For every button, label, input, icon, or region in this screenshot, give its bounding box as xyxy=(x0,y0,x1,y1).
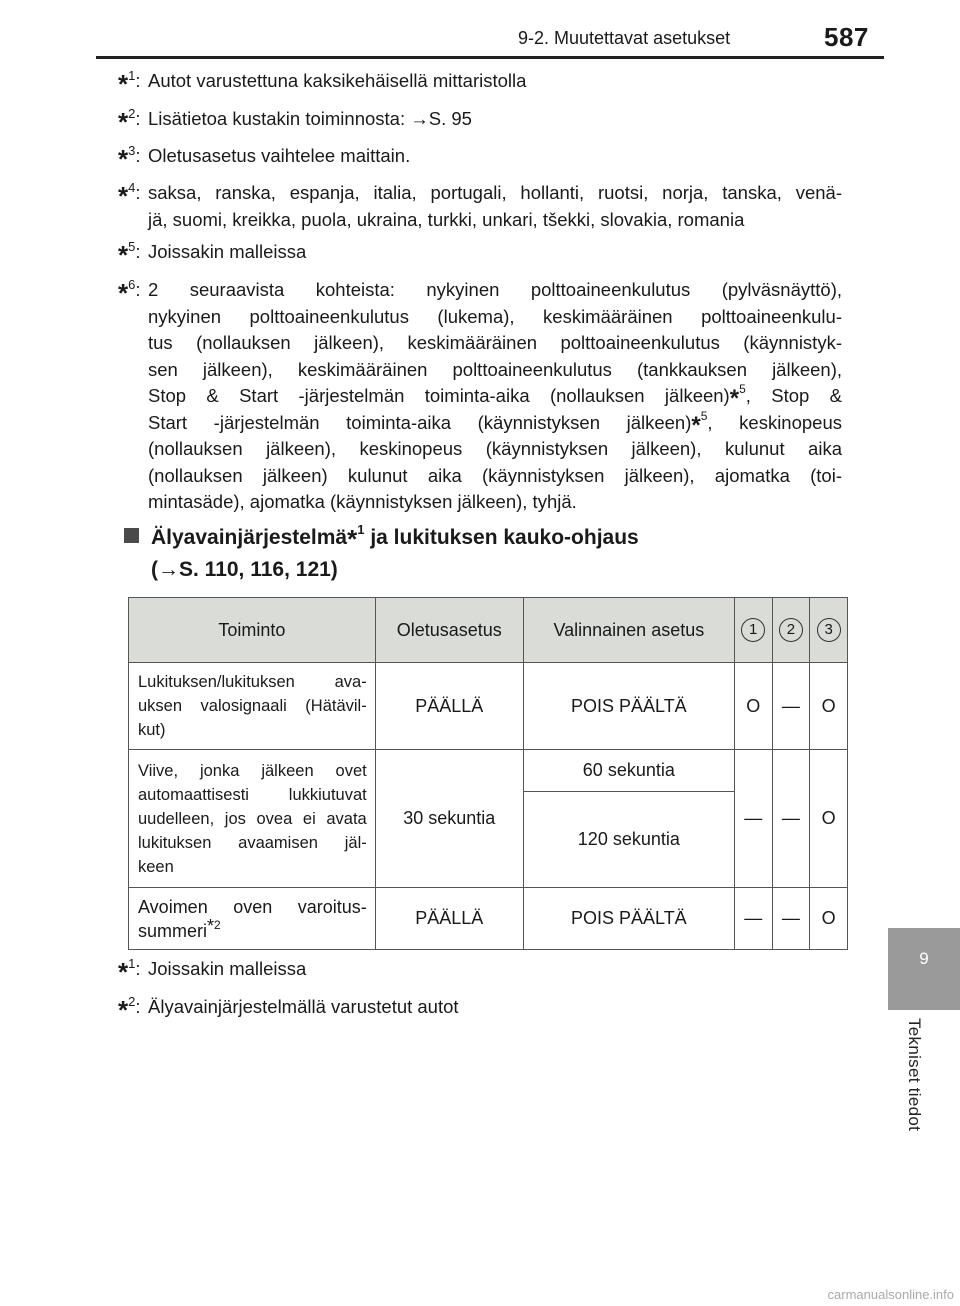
section-heading: 9-2. Muutettavat asetukset xyxy=(518,28,731,48)
header-method-3: 3 xyxy=(810,598,848,663)
footnote-2: *$^2$: Lisätietoa kustakin toiminnosta: →S. 95 xyxy=(118,106,472,137)
header-default: Oletusasetus xyxy=(375,598,523,663)
header-method-2: 2 xyxy=(772,598,810,663)
chapter-number: 9 xyxy=(919,949,929,968)
row-method-1: — xyxy=(734,888,772,950)
chapter-label: Tekniset tiedot xyxy=(905,1018,924,1132)
row-method-2: — xyxy=(772,663,810,750)
footnote-4: *$^4$: saksa, ranska, espanja, italia, portugali, hollanti, ruotsi, norja, tanska, venä- jä, suomi, kreikka, puola, ukraina, turkki, unkari, tšekki, slovakia, romania xyxy=(118,180,842,230)
page-number: 587 xyxy=(824,22,869,52)
row-method-1: — xyxy=(734,750,772,888)
section-title: Älyavainjärjestelmä*$^1$ ja lukituksen kauko-ohjaus (→S. 110, 116, 121) xyxy=(124,522,639,586)
chapter-tab[interactable] xyxy=(888,928,960,1010)
table-footnote-1: *$^1$: Joissakin malleissa xyxy=(118,956,307,987)
header-option: Valinnainen asetus xyxy=(523,598,734,663)
row-option: POIS PÄÄLTÄ xyxy=(523,888,734,950)
watermark: carmanualsonline.info xyxy=(827,1287,954,1302)
row-option: POIS PÄÄLTÄ xyxy=(523,663,734,750)
row-function: Lukituksen/lukituksen ava- uksen valosignaali (Hätävil- kut) xyxy=(129,663,376,750)
row-method-3: O xyxy=(810,663,848,750)
footnote-5: *$^5$: Joissakin malleissa xyxy=(118,239,307,270)
table-row xyxy=(129,750,848,792)
footnote-1: *$^1$: Autot varustettuna kaksikehäisellä mittaristolla xyxy=(118,68,527,99)
row-method-1: O xyxy=(734,663,772,750)
row-method-2: — xyxy=(772,888,810,950)
table-row xyxy=(129,888,848,950)
table-row xyxy=(129,663,848,750)
table-footnote-2: *$^2$: Älyavainjärjestelmällä varustetut autot xyxy=(118,994,459,1025)
row-function: Viive, jonka jälkeen ovet automaattisesti lukkiutuvat uudelleen, jos ovea ei avata lukituksen avaamisen jäl- keen xyxy=(129,750,376,888)
row-method-2: — xyxy=(772,750,810,888)
row-default: 30 sekuntia xyxy=(375,750,523,888)
footnote-3: *$^3$: Oletusasetus vaihtelee maittain. xyxy=(118,143,411,174)
settings-table xyxy=(128,597,848,950)
row-default: PÄÄLLÄ xyxy=(375,888,523,950)
header-method-1: 1 xyxy=(734,598,772,663)
footnote-6: *$^6$: 2 seuraavista kohteista: nykyinen polttoaineenkulutus (pylväsnäyttö), nykyinen polttoaineenkulutus (lukema), keskimääräinen polttoaineenkulu- tus (nollauksen jälkeen), keskimääräinen polttoaineenkulutus (käynnistyk- sen jälkeen), keskimääräinen polttoaineenkulutus (tankkauksen jälkeen), Stop & Start -järjestelmän toiminta-aika (nollauksen jälkeen)*$^5$, Stop & Start -järjestelmän toiminta-aika (käynnistyksen jälkeen)*$^5$, keskinopeus (nollauksen jälkeen), keskinopeus (käynnistyksen jälkeen), kulunut aika (nollauksen jälkeen) kulunut aika (käynnistyksen jälkeen), ajomatka (toi- mintasäde), ajomatka (käynnistyksen jälkeen), tyhjä. xyxy=(118,277,843,512)
row-default: PÄÄLLÄ xyxy=(375,663,523,750)
row-method-3: O xyxy=(810,888,848,950)
row-option: 120 sekuntia xyxy=(523,792,734,888)
header-rule xyxy=(96,56,884,59)
table-header-row xyxy=(129,598,848,663)
row-function: Avoimen oven varoitus- summeri$^{*2}$ xyxy=(129,888,376,950)
square-bullet-icon xyxy=(124,528,139,543)
row-option: 60 sekuntia xyxy=(523,750,734,792)
row-method-3: O xyxy=(810,750,848,888)
header-function: Toiminto xyxy=(129,598,376,663)
